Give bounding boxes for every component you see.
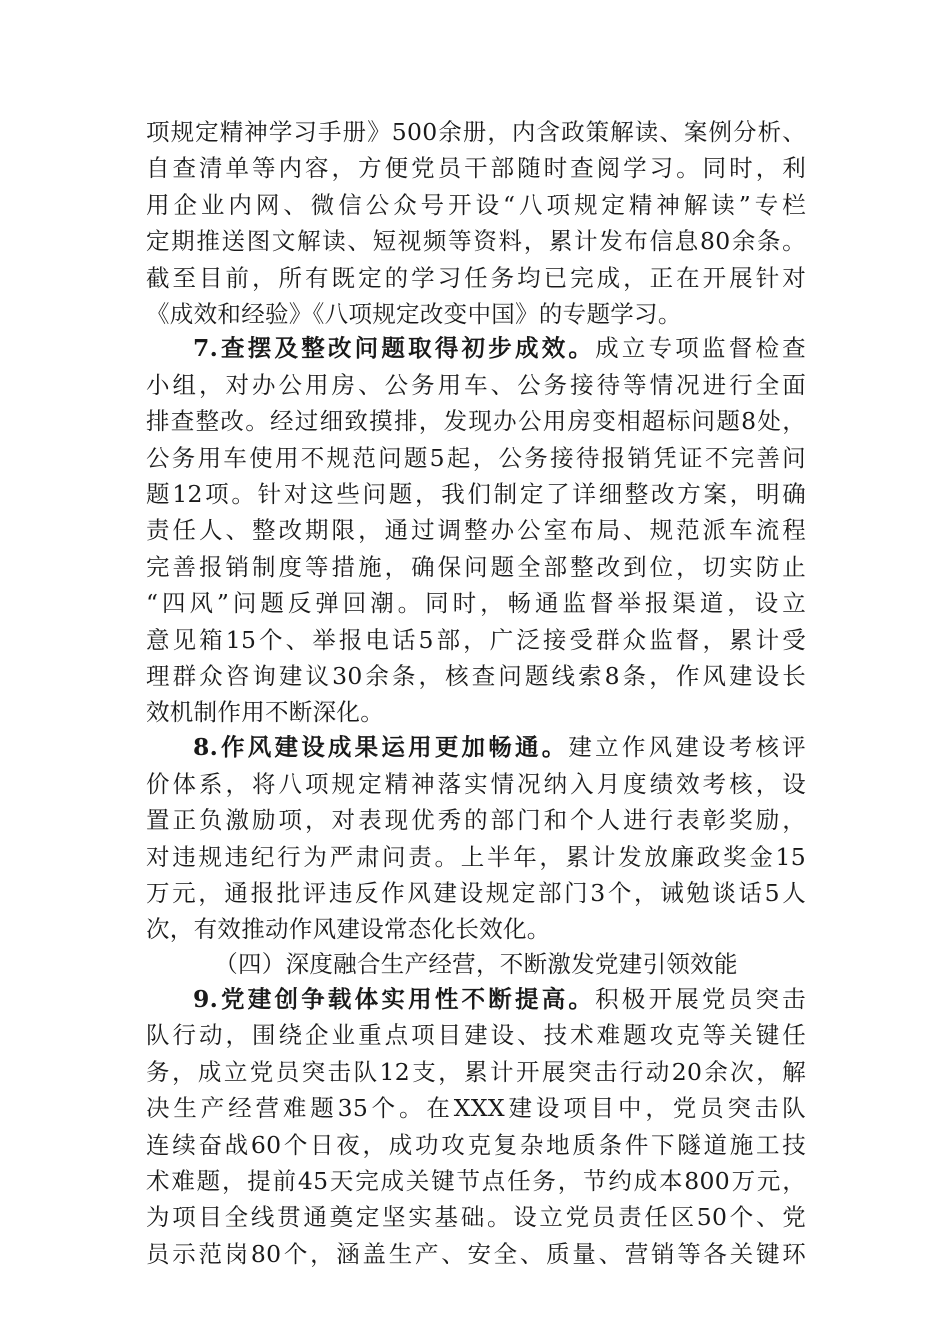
text-line: 效机制作用不断深化。 [146,698,384,726]
text-line: 连续奋战60个日夜，成功攻克复杂地质条件下隧道施工技 [146,1131,806,1159]
paragraph-8-first-line: 8.作风建设成果运用更加畅通。建立作风建设考核评 [193,733,806,761]
text-line: 务，成立党员突击队12支，累计开展突击行动20余次，解 [146,1058,806,1086]
text-line: 用企业内网、微信公众号开设“八项规定精神解读”专栏 [146,191,806,219]
text-line: 责任人、整改期限，通过调整办公室布局、规范派车流程 [146,516,806,544]
text-line: 项规定精神学习手册》500余册，内含政策解读、案例分析、 [146,118,806,146]
heading-9: 9.党建创争载体实用性不断提高。 [193,985,596,1013]
text-line: 排查整改。经过细致摸排，发现办公用房变相超标问题8处， [146,407,806,435]
section-heading: （四）深度融合生产经营，不断激发党建引领效能 [214,950,738,978]
text-line: 对违规违纪行为严肃问责。上半年，累计发放廉政奖金15 [146,843,806,871]
text-line: 决生产经营难题35个。在XXX建设项目中，党员突击队 [146,1094,806,1122]
text-line: 置正负激励项，对表现优秀的部门和个人进行表彰奖励， [146,806,806,834]
text-line: 定期推送图文解读、短视频等资料，累计发布信息80余条。 [146,227,806,255]
text-line: 价体系，将八项规定精神落实情况纳入月度绩效考核，设 [146,770,806,798]
heading-8: 8.作风建设成果运用更加畅通。 [193,733,569,761]
text-line: 意见箱15个、举报电话5部，广泛接受群众监督，累计受 [146,626,806,654]
paragraph-7-first-line: 7.查摆及整改问题取得初步成效。成立专项监督检查 [193,334,806,362]
text-line: 小组，对办公用房、公务用车、公务接待等情况进行全面 [146,371,806,399]
paragraph-9-first-line: 9.党建创争载体实用性不断提高。积极开展党员突击 [193,985,806,1013]
text-line: 截至目前，所有既定的学习任务均已完成，正在开展针对 [146,264,806,292]
text-line: 题12项。针对这些问题，我们制定了详细整改方案，明确 [146,480,806,508]
text-line: 完善报销制度等措施，确保问题全部整改到位，切实防止 [146,553,806,581]
text-line: 理群众咨询建议30余条，核查问题线索8条，作风建设长 [146,662,806,690]
text-line: 万元，通报批评违反作风建设规定部门3个，诫勉谈话5人 [146,879,806,907]
text-line: 《成效和经验》《八项规定改变中国》的专题学习。 [146,300,682,328]
text-line: 术难题，提前45天完成关键节点任务，节约成本800万元， [146,1167,806,1195]
text-line: 公务用车使用不规范问题5起，公务接待报销凭证不完善问 [146,444,806,472]
text-line: 次，有效推动作风建设常态化长效化。 [146,915,551,943]
text-line: 队行动，围绕企业重点项目建设、技术难题攻克等关键任 [146,1021,806,1049]
text-line: “四风”问题反弹回潮。同时，畅通监督举报渠道，设立 [146,589,806,617]
text-line: 自查清单等内容，方便党员干部随时查阅学习。同时，利 [146,154,806,182]
text-line: 为项目全线贯通奠定坚实基础。设立党员责任区50个、党 [146,1203,806,1231]
heading-7: 7.查摆及整改问题取得初步成效。 [193,334,596,362]
text-line: 员示范岗80个，涵盖生产、安全、质量、营销等各关键环 [146,1240,806,1268]
